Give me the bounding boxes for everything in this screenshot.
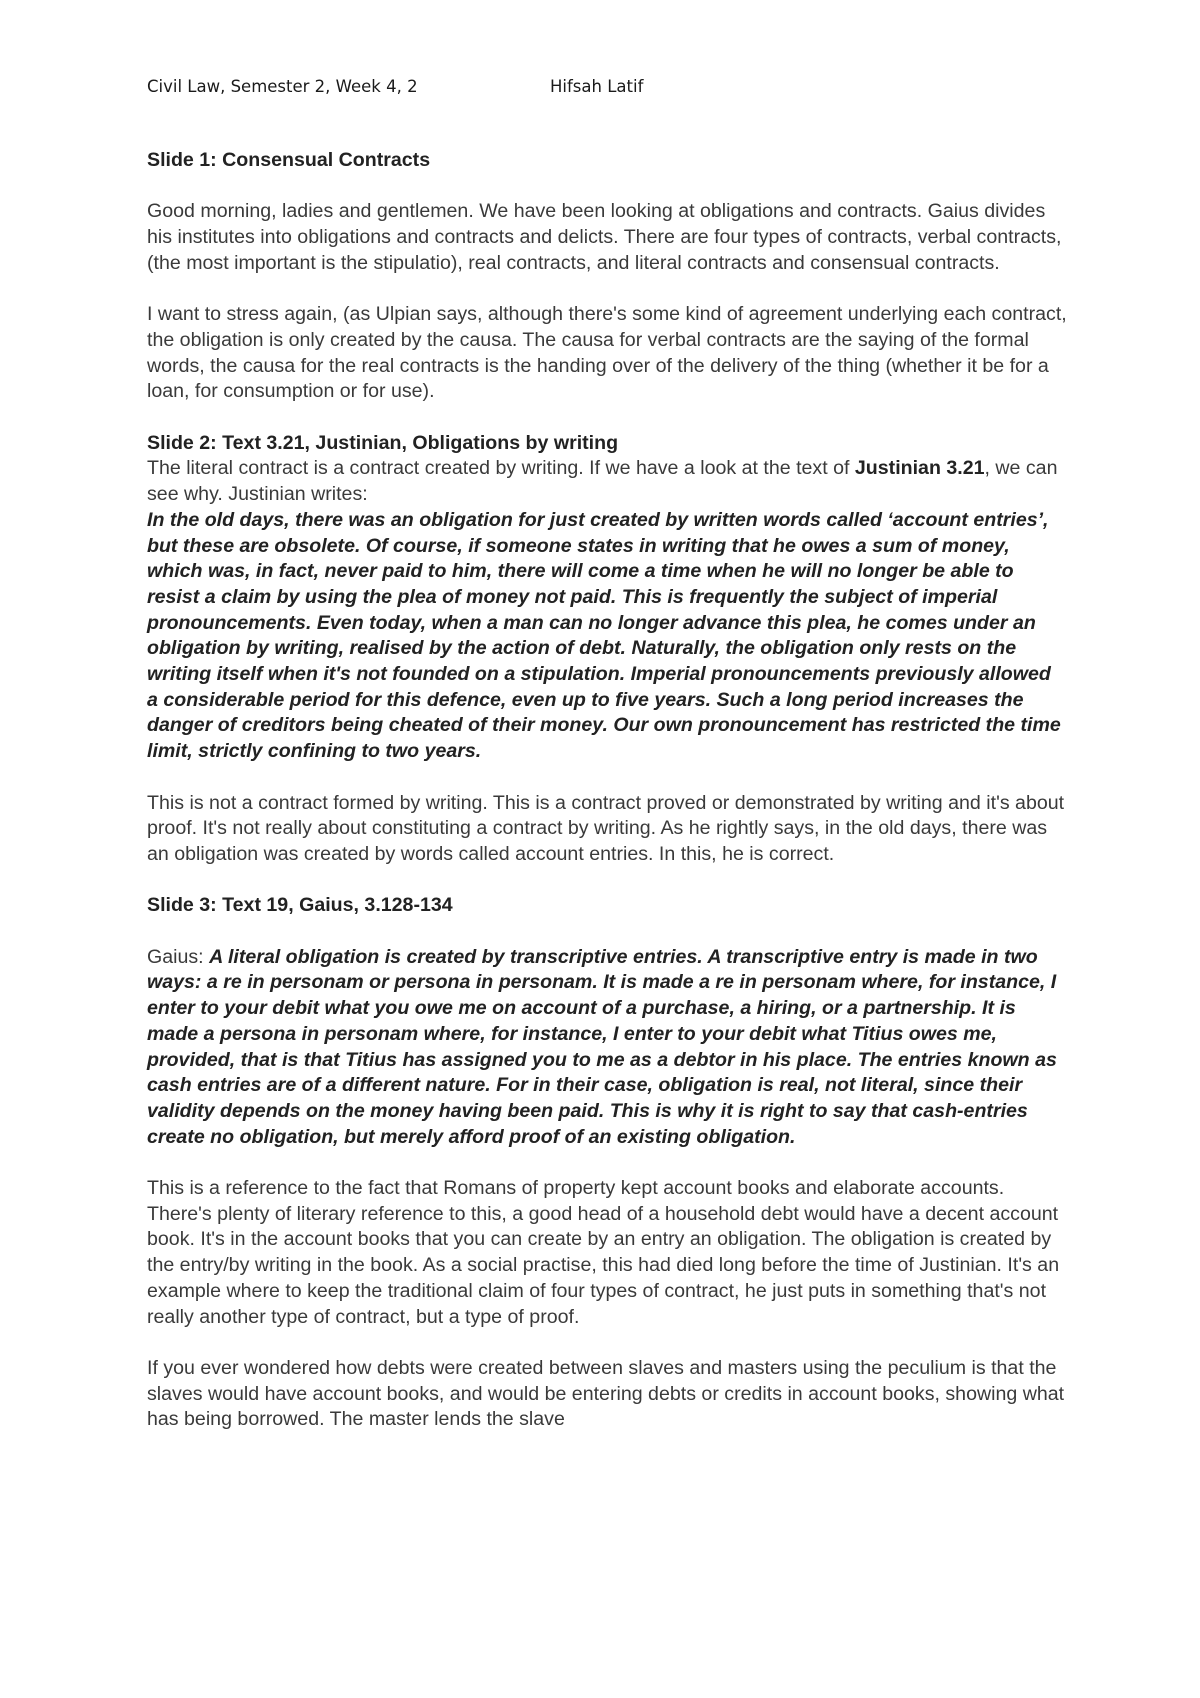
slide1-paragraph-2: I want to stress again, (as Ulpian says, although there's some kind of agreement underlying each contract, the obligation is only created by the causa. The causa for verbal contracts are the saying of the formal words, the causa for the real contracts is the handing over of the delivery of the thing (whether it be for a loan, for consumption or for use). — [147, 303, 1067, 403]
slide2-paragraph: This is not a contract formed by writing. This is a contract proved or demonstrated by writing and it's about proof. It's not really about constituting a contract by writing. As he rightly says, in the old days, there was an obligation was created by words called account entries. In this, he is correct. — [147, 791, 1065, 865]
header-author: Hifsah Latif — [550, 77, 644, 96]
slide3-quote-block — [147, 945, 1067, 1151]
document-body — [147, 148, 1067, 1459]
header-course: Civil Law, Semester 2, Week 4, 2 — [147, 77, 418, 96]
slide3-quote-lead: Gaius: — [147, 945, 210, 968]
slide2-intro-text-end: , we can see why. Justinian writes: — [147, 457, 1058, 506]
slide2-intro — [147, 456, 1067, 507]
slide3-quote: A literal obligation is created by transcriptive entries. A transcriptive entry is made in two ways: a re in personam or persona in personam. It is made a re in personam where, for instance, I enter to your debit what you owe me on account of a purchase, a hiring, or a partnership. It is made a persona in personam where, for instance, I enter to your debit what Titius owes me, provided, that is that Titius has assigned you to me as a debtor in his place. The entries known as cash entries are of a different nature. For in their case, obligation is real, not literal, since their validity depends on the money having been paid. This is why it is right to say that cash-entries create no obligation, but merely afford proof of an existing obligation. — [147, 945, 1057, 1148]
slide2-intro-text: The literal contract is a contract created by writing. If we have a look at the text of — [147, 457, 855, 480]
slide3-paragraph-1: This is a reference to the fact that Romans of property kept account books and elaborate accounts. There's plenty of literary reference to this, a good head of a household debt would have a decent account book. It's in the account books that you can create by an entry an obligation. The obligation is created by the entry/by writing in the book. As a social practise, this had died long before the time of Justinian. It's an example where to keep the traditional claim of four types of contract, he just puts in something that's not really another type of contract, but a type of proof. — [147, 1177, 1060, 1328]
slide3-heading: Slide 3: Text 19, Gaius, 3.128-134 — [147, 894, 453, 917]
slide1-heading: Slide 1: Consensual Contracts — [147, 149, 431, 171]
slide2-heading: Slide 2: Text 3.21, Justinian, Obligations by writing — [147, 431, 619, 454]
page-header — [147, 77, 1067, 103]
slide2-intro-reference: Justinian 3.21 — [854, 457, 985, 480]
slide3-paragraph-2: If you ever wondered how debts were created between slaves and masters using the peculium is that the slaves would have account books, and would be entering debts or credits in account books, showing what has being borrowed. The master lends the slave — [147, 1356, 1065, 1431]
slide2-quote: In the old days, there was an obligation for just created by written words called ‘account entries’, but these are obsolete. Of course, if someone states in writing that he owes a sum of money, which was, in fact, never paid to him, there will come a time when he will no longer be able to resist a claim by using the plea of money not paid. This is frequently the subject of imperial pronouncements. Even today, when a man can no longer advance this plea, he comes under an obligation by writing, realised by the action of debt. Naturally, the obligation only rests on the writing itself when it's not founded on a stipulation. Imperial pronouncements previously allowed a considerable period for this defence, even up to five years. Such a long period increases the danger of creditors being cheated of their money. Our own pronouncement has restricted the time limit, strictly confining to two years. — [147, 508, 1061, 763]
slide1-paragraph-1: Good morning, ladies and gentlemen. We have been looking at obligations and contracts. Gaius divides his institutes into obligations and contracts and delicts. There are four types of contracts, verbal contracts, (the most important is the stipulatio), real contracts, and literal contracts and consensual contracts. — [147, 200, 1062, 274]
